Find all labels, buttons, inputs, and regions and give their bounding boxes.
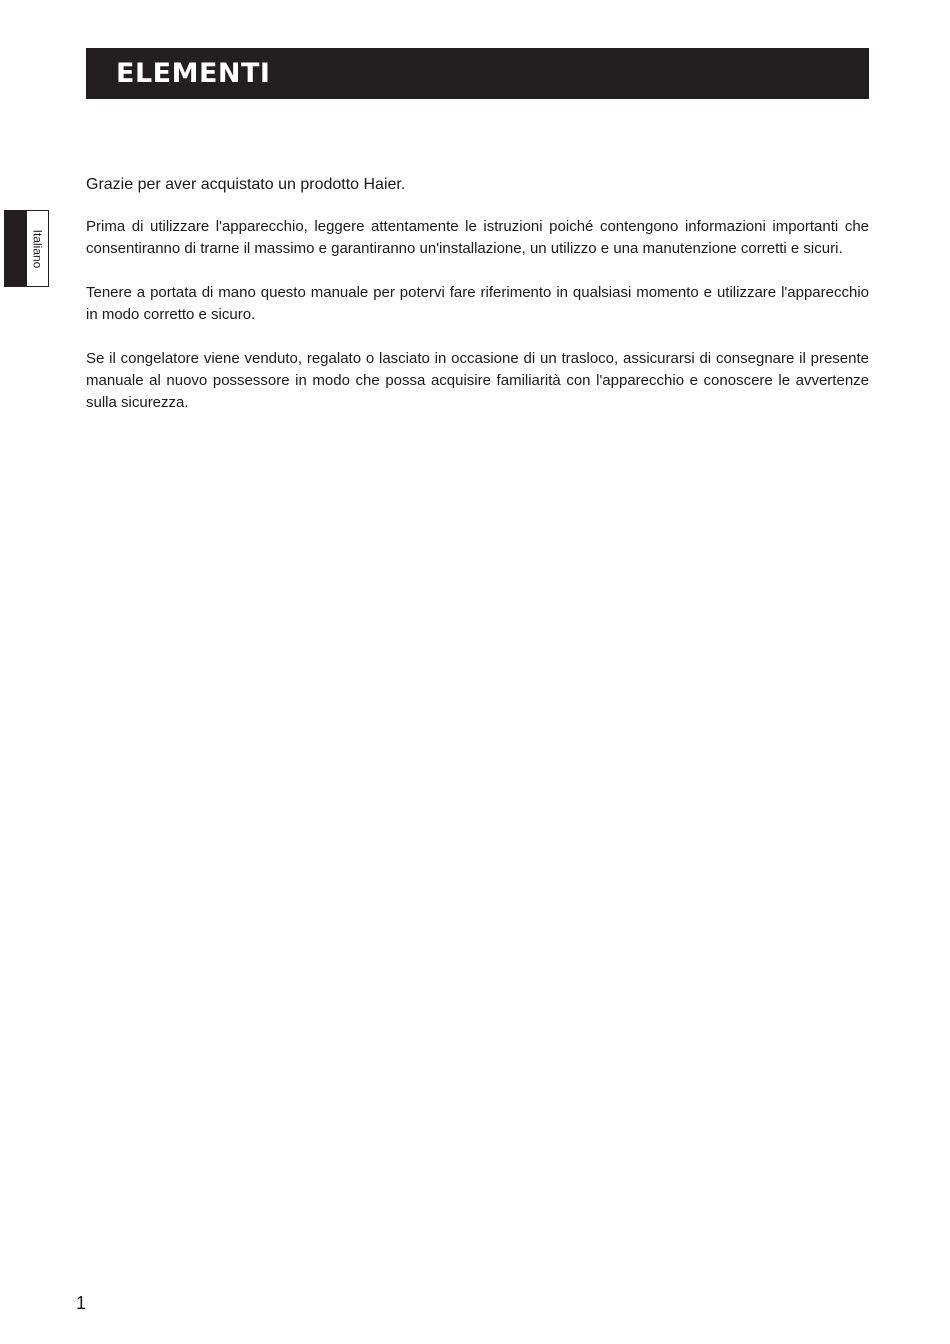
page-number: 1 — [76, 1293, 87, 1313]
intro-text: Grazie per aver acquistato un prodotto Haier. — [86, 176, 406, 193]
language-side-tab — [4, 210, 49, 287]
paragraph-new-owner: Se il congelatore viene venduto, regalato o lasciato in occasione di un trasloco, assicurarsi di consegnare il presente manuale al nuovo possessore in modo che possa acquisire familiarità con l'apparecchio e conoscere le avvertenze sulla sicurezza. — [86, 350, 869, 411]
main-content — [86, 174, 869, 436]
language-tab-label-wrap — [26, 210, 49, 287]
section-title: ELEMENTI — [116, 58, 271, 89]
paragraph-instructions: Prima di utilizzare l'apparecchio, leggere attentamente le istruzioni poiché contengono informazioni importanti che consentiranno di trarne il massimo e garantiranno un'installazione, un utilizzo e una manutenzione corretti e sicuri. — [86, 218, 869, 257]
language-tab-label: Italiano — [30, 229, 45, 268]
section-header-bar — [86, 48, 869, 99]
language-tab-marker — [4, 210, 26, 287]
paragraph-keep-manual: Tenere a portata di mano questo manuale per potervi fare riferimento in qualsiasi momento e utilizzare l'apparecchio in modo corretto e sicuro. — [86, 284, 869, 323]
